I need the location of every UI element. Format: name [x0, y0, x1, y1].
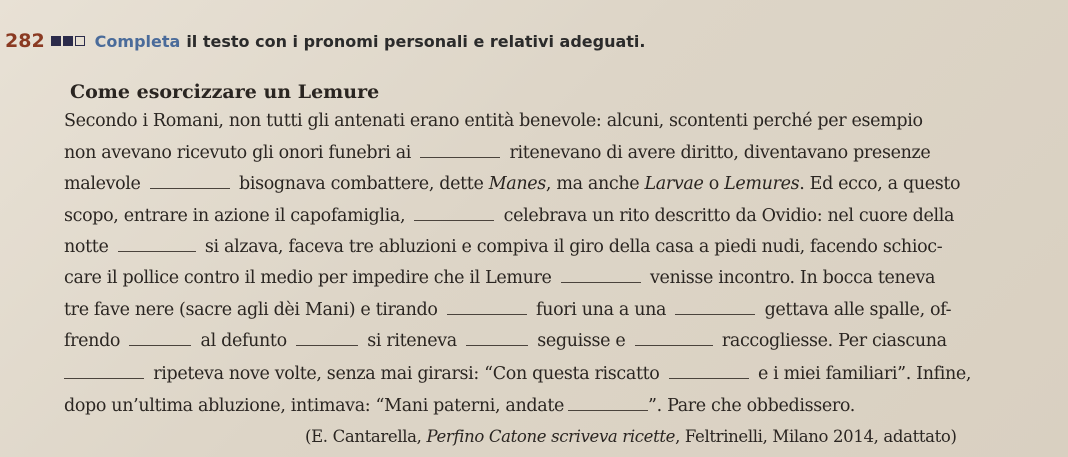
line-text: venisse incontro. In bocca teneva	[650, 268, 936, 288]
latin-term: Manes	[488, 174, 546, 194]
text-line	[64, 268, 1064, 288]
text-line	[64, 174, 1064, 194]
difficulty-square-filled-icon	[51, 36, 61, 46]
latin-term: Lemures	[724, 174, 800, 194]
line-text: dopo un’ultima abluzione, intimava: “Mani paterni, andate	[64, 396, 565, 416]
fill-in-blank[interactable]	[414, 206, 494, 221]
fill-in-blank[interactable]	[561, 268, 641, 283]
latin-term: Larvae	[644, 174, 704, 194]
source-citation	[305, 427, 1065, 446]
citation-text: , Feltrinelli, Milano 2014, adattato)	[675, 427, 957, 446]
line-text: frendo	[64, 331, 121, 351]
line-text: ”. Pare che obbedissero.	[648, 396, 855, 416]
fill-in-blank[interactable]	[64, 364, 144, 379]
line-text: fuori una a una	[536, 300, 667, 320]
fill-in-blank[interactable]	[296, 331, 358, 346]
line-text: tre fave nere (sacre agli dèi Mani) e tirando	[64, 300, 438, 320]
text-line	[64, 111, 1064, 131]
exercise-header	[5, 30, 645, 52]
text-title: Come esorcizzare un Lemure	[70, 81, 380, 103]
difficulty-square-empty-icon	[75, 36, 85, 46]
fill-in-blank[interactable]	[669, 364, 749, 379]
line-text: e i miei familiari”. Infine,	[757, 364, 972, 384]
line-text: care il pollice contro il medio per impedire che il Lemure	[64, 268, 552, 288]
difficulty-level-icon	[51, 36, 87, 46]
line-text: al defunto	[200, 331, 287, 351]
line-text: scopo, entrare in azione il capofamiglia,	[64, 206, 406, 226]
fill-in-blank[interactable]	[129, 331, 191, 346]
text-line	[64, 300, 1064, 320]
line-text: ritenevano di avere diritto, diventavano presenze	[509, 143, 931, 163]
line-text: malevole	[64, 174, 141, 194]
line-text: Secondo i Romani, non tutti gli antenati erano entità benevole: alcuni, scontenti perché per esempio	[64, 111, 923, 131]
line-text: si riteneva	[367, 331, 457, 351]
fill-in-blank[interactable]	[675, 300, 755, 315]
fill-in-blank[interactable]	[635, 331, 713, 346]
fill-in-blank[interactable]	[150, 174, 230, 189]
line-text: raccogliesse. Per ciascuna	[721, 331, 947, 351]
text-line	[64, 396, 1064, 416]
line-text: celebrava un rito descritto da Ovidio: nel cuore della	[503, 206, 955, 226]
line-text: gettava alle spalle, of-	[764, 300, 952, 320]
instruction-verb: Completa	[94, 31, 181, 51]
fill-in-blank[interactable]	[118, 237, 196, 252]
exercise-number: 282	[5, 30, 45, 52]
citation-text: (E. Cantarella,	[305, 427, 422, 446]
fill-in-blank[interactable]	[447, 300, 527, 315]
instruction-text: il testo con i pronomi personali e relativi adeguati.	[186, 31, 646, 51]
book-title: Perfino Catone scriveva ricette	[426, 427, 676, 446]
text-line	[64, 237, 1064, 257]
line-text: , ma anche	[545, 174, 640, 194]
line-text: seguisse e	[537, 331, 626, 351]
text-line	[64, 364, 1064, 384]
line-text: ripeteva nove volte, senza mai girarsi: “Con questa riscatto	[153, 364, 660, 384]
line-text: si alzava, faceva tre abluzioni e compiva il giro della casa a piedi nudi, facendo schioc-	[204, 237, 943, 257]
fill-in-blank[interactable]	[466, 331, 528, 346]
text-line	[64, 143, 1064, 163]
fill-in-blank[interactable]	[420, 143, 500, 158]
text-line	[64, 331, 1064, 351]
difficulty-square-filled-icon	[63, 36, 73, 46]
line-text: bisognava combattere, dette	[239, 174, 484, 194]
line-text: non avevano ricevuto gli onori funebri ai	[64, 143, 412, 163]
line-text: o	[708, 174, 719, 194]
line-text: . Ed ecco, a questo	[799, 174, 961, 194]
fill-in-blank[interactable]	[568, 396, 648, 411]
text-line	[64, 206, 1064, 226]
line-text: notte	[64, 237, 109, 257]
